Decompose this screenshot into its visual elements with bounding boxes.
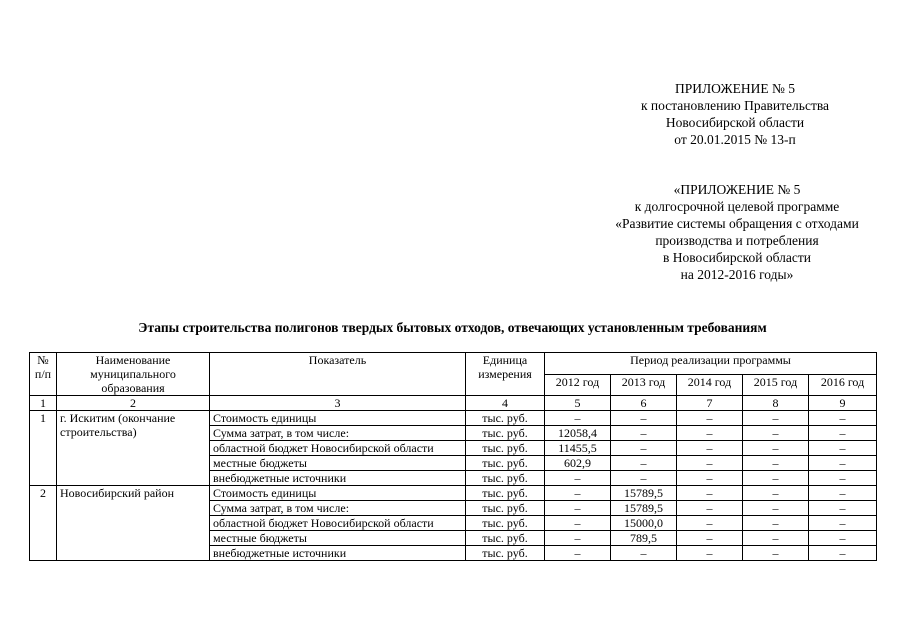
unit-cell: тыс. руб. bbox=[466, 441, 545, 456]
value-cell: 602,9 bbox=[545, 456, 611, 471]
value-cell: – bbox=[809, 516, 877, 531]
indicator-cell: местные бюджеты bbox=[210, 456, 466, 471]
value-cell: – bbox=[545, 546, 611, 561]
value-cell: – bbox=[809, 411, 877, 426]
value-cell: – bbox=[611, 411, 677, 426]
indicator-cell: Сумма затрат, в том числе: bbox=[210, 426, 466, 441]
indicator-cell: областной бюджет Новосибирской области bbox=[210, 516, 466, 531]
program-line: к долгосрочной целевой программе bbox=[634, 199, 840, 214]
column-number: 2 bbox=[57, 396, 210, 411]
header-period: Период реализации программы bbox=[545, 353, 877, 375]
row-number: 2 bbox=[30, 486, 57, 561]
value-cell: – bbox=[743, 486, 809, 501]
value-cell: – bbox=[611, 546, 677, 561]
appendix-line: Новосибирской области bbox=[665, 115, 805, 130]
unit-cell: тыс. руб. bbox=[466, 426, 545, 441]
value-cell: – bbox=[677, 516, 743, 531]
program-line: производства и потребления bbox=[655, 233, 819, 248]
stages-table bbox=[29, 352, 877, 561]
value-cell: 15789,5 bbox=[611, 486, 677, 501]
value-cell: – bbox=[677, 501, 743, 516]
value-cell: – bbox=[743, 426, 809, 441]
appendix-header bbox=[610, 80, 860, 148]
header-unit: Единица измерения bbox=[466, 353, 545, 396]
appendix-line: ПРИЛОЖЕНИЕ № 5 bbox=[674, 81, 796, 96]
value-cell: – bbox=[545, 486, 611, 501]
unit-cell: тыс. руб. bbox=[466, 456, 545, 471]
indicator-cell: Сумма затрат, в том числе: bbox=[210, 501, 466, 516]
table-row bbox=[30, 486, 877, 501]
column-number: 3 bbox=[210, 396, 466, 411]
indicator-cell: Стоимость единицы bbox=[210, 486, 466, 501]
column-number-row bbox=[30, 396, 877, 411]
column-number: 7 bbox=[677, 396, 743, 411]
value-cell: – bbox=[677, 546, 743, 561]
table-row bbox=[30, 411, 877, 426]
column-number: 4 bbox=[466, 396, 545, 411]
unit-cell: тыс. руб. bbox=[466, 531, 545, 546]
indicator-cell: областной бюджет Новосибирской области bbox=[210, 441, 466, 456]
value-cell: – bbox=[809, 426, 877, 441]
value-cell: – bbox=[809, 546, 877, 561]
municipality-name: Новосибирский район bbox=[57, 486, 210, 561]
value-cell: 11455,5 bbox=[545, 441, 611, 456]
value-cell: – bbox=[677, 441, 743, 456]
value-cell: – bbox=[809, 531, 877, 546]
appendix-line: к постановлению Правительства bbox=[640, 98, 830, 113]
unit-cell: тыс. руб. bbox=[466, 546, 545, 561]
row-number: 1 bbox=[30, 411, 57, 486]
column-number: 8 bbox=[743, 396, 809, 411]
indicator-cell: Стоимость единицы bbox=[210, 411, 466, 426]
value-cell: – bbox=[545, 471, 611, 486]
indicator-cell: местные бюджеты bbox=[210, 531, 466, 546]
value-cell: – bbox=[545, 516, 611, 531]
header-year: 2012 год bbox=[545, 374, 611, 396]
value-cell: – bbox=[611, 471, 677, 486]
value-cell: – bbox=[545, 501, 611, 516]
value-cell: – bbox=[743, 546, 809, 561]
value-cell: – bbox=[743, 531, 809, 546]
value-cell: – bbox=[743, 501, 809, 516]
indicator-cell: внебюджетные источники bbox=[210, 546, 466, 561]
value-cell: – bbox=[743, 456, 809, 471]
program-line: «ПРИЛОЖЕНИЕ № 5 bbox=[673, 182, 801, 197]
value-cell: – bbox=[809, 456, 877, 471]
appendix-line: от 20.01.2015 № 13-п bbox=[674, 132, 796, 147]
value-cell: – bbox=[743, 441, 809, 456]
program-appendix-header bbox=[592, 181, 882, 283]
program-line: «Развитие системы обращения с отходами bbox=[615, 216, 859, 231]
value-cell: – bbox=[677, 471, 743, 486]
header-indicator: Показатель bbox=[210, 353, 466, 396]
value-cell: – bbox=[743, 411, 809, 426]
value-cell: – bbox=[611, 456, 677, 471]
column-number: 1 bbox=[30, 396, 57, 411]
program-line: в Новосибирской области bbox=[662, 250, 812, 265]
value-cell: – bbox=[677, 426, 743, 441]
unit-cell: тыс. руб. bbox=[466, 486, 545, 501]
program-line: на 2012-2016 годы» bbox=[680, 267, 794, 282]
column-number: 5 bbox=[545, 396, 611, 411]
unit-cell: тыс. руб. bbox=[466, 471, 545, 486]
value-cell: – bbox=[545, 411, 611, 426]
value-cell: 15000,0 bbox=[611, 516, 677, 531]
unit-cell: тыс. руб. bbox=[466, 516, 545, 531]
value-cell: – bbox=[677, 456, 743, 471]
header-num: № п/п bbox=[30, 353, 57, 396]
header-name: Наименование муниципального образования bbox=[57, 353, 210, 396]
table-body bbox=[30, 353, 877, 561]
header-year: 2015 год bbox=[743, 374, 809, 396]
value-cell: – bbox=[743, 516, 809, 531]
value-cell: – bbox=[677, 531, 743, 546]
header-year: 2016 год bbox=[809, 374, 877, 396]
value-cell: 12058,4 bbox=[545, 426, 611, 441]
municipality-name: г. Искитим (окончание строительства) bbox=[57, 411, 210, 486]
value-cell: 789,5 bbox=[611, 531, 677, 546]
value-cell: – bbox=[809, 471, 877, 486]
value-cell: – bbox=[677, 411, 743, 426]
document-title: Этапы строительства полигонов твердых бытовых отходов, отвечающих установленным требованиям bbox=[138, 320, 767, 335]
column-number: 6 bbox=[611, 396, 677, 411]
value-cell: 15789,5 bbox=[611, 501, 677, 516]
unit-cell: тыс. руб. bbox=[466, 501, 545, 516]
header-row bbox=[30, 353, 877, 375]
header-year: 2013 год bbox=[611, 374, 677, 396]
value-cell: – bbox=[545, 531, 611, 546]
value-cell: – bbox=[611, 441, 677, 456]
column-number: 9 bbox=[809, 396, 877, 411]
unit-cell: тыс. руб. bbox=[466, 411, 545, 426]
indicator-cell: внебюджетные источники bbox=[210, 471, 466, 486]
value-cell: – bbox=[809, 501, 877, 516]
value-cell: – bbox=[677, 486, 743, 501]
value-cell: – bbox=[611, 426, 677, 441]
header-year: 2014 год bbox=[677, 374, 743, 396]
value-cell: – bbox=[809, 441, 877, 456]
value-cell: – bbox=[809, 486, 877, 501]
value-cell: – bbox=[743, 471, 809, 486]
